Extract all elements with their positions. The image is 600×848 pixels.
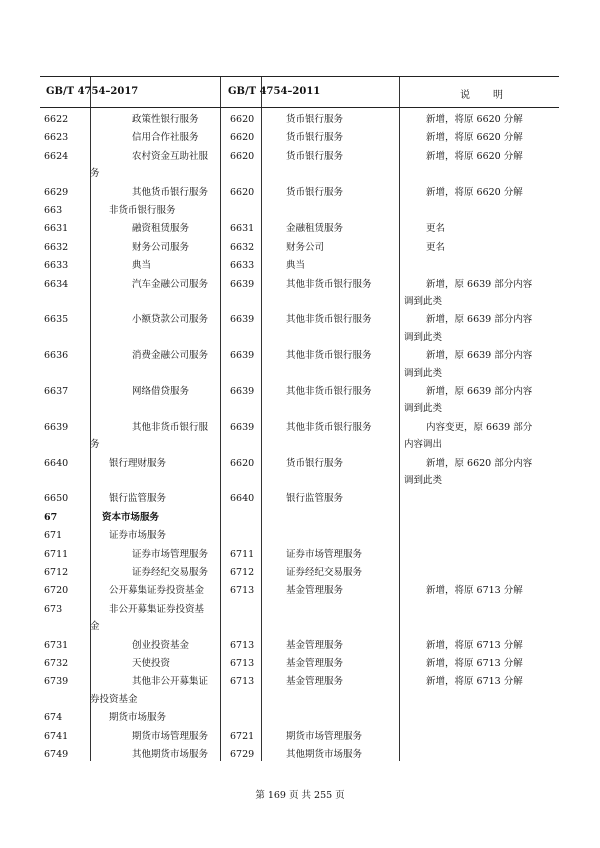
row-code-2011: 6639: [230, 386, 255, 397]
header-gb2017: GB/T 4754–2017: [46, 86, 139, 97]
row-code-2011: 6631: [230, 223, 255, 235]
row-name-2011: 其他非货币银行服务: [286, 421, 372, 433]
row-name-2017: 证券经纪交易服务: [132, 567, 209, 578]
row-name-2017: 期货市场管理服务: [132, 730, 209, 742]
row-code-2017: 6639: [44, 421, 69, 433]
row-note: 新增，将原 6620 分解: [426, 114, 523, 125]
table-row: [40, 564, 559, 581]
row-name-2017: 证券市场管理服务: [132, 548, 209, 560]
row-code-2011: 6639: [230, 314, 255, 326]
row-code-2011: 6713: [230, 676, 255, 688]
row-name-2017: 小额贷款公司服务: [132, 314, 209, 326]
row-code-2011: 6620: [230, 150, 255, 162]
row-code-2011: 6729: [230, 749, 255, 760]
row-code-2017: 6650: [44, 493, 69, 505]
row-note: 新增，原 6639 部分内容: [426, 314, 533, 326]
table-row: [40, 257, 559, 274]
row-note-cont: 调到此类: [404, 474, 443, 486]
table-row: [40, 673, 559, 708]
row-name-2017: 天使投资: [132, 658, 171, 669]
row-name-2011: 货币银行服务: [286, 132, 344, 144]
table-row: [40, 546, 559, 563]
row-note: 内容变更，原 6639 部分: [426, 421, 533, 433]
row-note: 新增，将原 6713 分解: [426, 658, 523, 669]
row-code-2011: 6712: [230, 567, 255, 578]
table-row: [40, 111, 559, 128]
row-code-2017: 6631: [44, 223, 69, 235]
row-name-2017: 汽车金融公司服务: [132, 278, 209, 290]
row-name-2017: 其他货币银行服务: [132, 186, 209, 198]
table-row: [40, 527, 559, 544]
row-code-2017: 6622: [44, 114, 69, 125]
row-name-2011: 其他期货市场服务: [286, 749, 363, 760]
row-code-2011: 6620: [230, 186, 255, 198]
row-name-2017: 资本市场服务: [102, 511, 160, 523]
row-note: 新增，原 6639 部分内容: [426, 278, 533, 290]
row-code-2017: 6637: [44, 386, 69, 397]
row-code-2017: 6636: [44, 350, 69, 362]
table-row: [40, 582, 559, 599]
row-code-2011: 6633: [230, 260, 255, 272]
row-code-2017: 6624: [44, 150, 69, 162]
row-code-2011: 6620: [230, 114, 255, 125]
row-name-2011: 期货市场管理服务: [286, 730, 363, 742]
row-name-2011: 其他非货币银行服务: [286, 278, 372, 290]
row-name-2017: 创业投资基金: [132, 639, 190, 651]
row-code-2011: 6639: [230, 421, 255, 433]
row-note: 新增，将原 6620 分解: [426, 132, 523, 144]
row-note-cont: 调到此类: [404, 403, 443, 415]
row-name-2011: 基金管理服务: [286, 658, 344, 669]
row-code-2017: 663: [44, 205, 63, 216]
table-row: [40, 220, 559, 237]
row-note-cont: 调到此类: [404, 295, 443, 307]
table-row: [40, 509, 559, 526]
row-name-2017: 融资租赁服务: [132, 223, 190, 235]
table-row: [40, 637, 559, 654]
row-name-2011: 货币银行服务: [286, 114, 344, 125]
row-name-2011: 基金管理服务: [286, 585, 344, 597]
row-code-2011: 6620: [230, 457, 255, 469]
row-code-2017: 6720: [44, 585, 69, 597]
row-name-2011: 基金管理服务: [286, 639, 344, 651]
table-row: [40, 655, 559, 672]
row-name-2017: 其他非货币银行服: [132, 421, 209, 433]
row-code-2011: 6639: [230, 350, 255, 362]
row-note: 更名: [426, 241, 446, 253]
row-name-2017-cont: 券投资基金: [90, 693, 138, 705]
table-row: [40, 709, 559, 726]
row-code-2011: 6713: [230, 639, 255, 651]
row-code-2017: 6749: [44, 749, 69, 760]
table-row: [40, 728, 559, 745]
row-name-2017: 农村资金互助社服: [132, 150, 209, 162]
row-name-2011: 其他非货币银行服务: [286, 386, 372, 397]
row-name-2011: 货币银行服务: [286, 150, 344, 162]
table-row: [40, 490, 559, 507]
row-code-2017: 6731: [44, 639, 69, 651]
row-name-2017-cont: 金: [90, 621, 100, 633]
row-name-2017: 网络借贷服务: [132, 386, 190, 397]
row-name-2017: 财务公司服务: [132, 241, 190, 253]
row-code-2011: 6640: [230, 493, 255, 505]
row-note-cont: 调到此类: [404, 331, 443, 343]
row-note: 新增，原 6639 部分内容: [426, 386, 533, 397]
table-row: [40, 383, 559, 418]
table-header: [40, 77, 559, 108]
row-name-2017-cont: 务: [90, 168, 100, 180]
table-row: [40, 311, 559, 346]
row-name-2011: 其他非货币银行服务: [286, 350, 372, 362]
table-row: [40, 202, 559, 219]
row-code-2017: 6741: [44, 730, 69, 742]
row-name-2011: 货币银行服务: [286, 457, 344, 469]
row-note: 新增，将原 6713 分解: [426, 676, 523, 688]
row-code-2017: 6635: [44, 314, 69, 326]
row-name-2017: 公开募集证券投资基金: [109, 585, 205, 597]
table-row: [40, 746, 559, 763]
classification-table: [40, 76, 559, 761]
row-name-2017-cont: 务: [90, 439, 100, 451]
row-name-2011: 证券经纪交易服务: [286, 567, 363, 578]
row-name-2017: 其他非公开募集证: [132, 676, 209, 688]
row-code-2017: 6629: [44, 186, 69, 198]
row-code-2017: 6633: [44, 260, 69, 272]
table-row: [40, 184, 559, 201]
row-code-2017: 6634: [44, 278, 69, 290]
row-name-2011: 典当: [286, 260, 306, 272]
row-code-2017: 6712: [44, 567, 69, 578]
row-name-2017: 政策性银行服务: [132, 114, 199, 125]
row-name-2017: 非货币银行服务: [109, 205, 176, 216]
table-row: [40, 276, 559, 311]
table-row: [40, 148, 559, 183]
row-name-2017: 非公开募集证券投资基: [109, 603, 205, 615]
row-note: 新增，将原 6713 分解: [426, 585, 523, 597]
row-name-2017: 银行监管服务: [109, 493, 167, 505]
row-code-2017: 6632: [44, 241, 69, 253]
row-code-2017: 67: [44, 511, 58, 523]
row-code-2017: 6711: [44, 548, 69, 560]
row-name-2017: 信用合作社服务: [132, 132, 199, 144]
row-code-2011: 6711: [230, 548, 255, 560]
table-row: [40, 129, 559, 146]
row-name-2011: 基金管理服务: [286, 676, 344, 688]
row-name-2011: 银行监管服务: [286, 493, 344, 505]
row-note: 新增，将原 6620 分解: [426, 150, 523, 162]
row-name-2011: 金融租赁服务: [286, 223, 344, 235]
row-code-2017: 671: [44, 530, 63, 542]
header-note: 说 明: [460, 90, 504, 101]
row-note: 新增，将原 6620 分解: [426, 186, 523, 198]
table-row: [40, 347, 559, 382]
page-footer: 第 169 页 共 255 页: [255, 790, 345, 801]
table-row: [40, 601, 559, 636]
row-note: 新增，将原 6713 分解: [426, 639, 523, 651]
row-name-2017: 典当: [132, 260, 152, 272]
row-code-2011: 6713: [230, 658, 255, 669]
row-name-2017: 证券市场服务: [109, 530, 167, 542]
table-row: [40, 419, 559, 454]
row-code-2011: 6721: [230, 730, 255, 742]
row-name-2017: 消费金融公司服务: [132, 350, 209, 362]
row-note: 新增，原 6639 部分内容: [426, 350, 533, 362]
row-code-2017: 674: [44, 712, 63, 724]
row-code-2011: 6713: [230, 585, 255, 597]
table-row: [40, 455, 559, 490]
row-name-2011: 货币银行服务: [286, 186, 344, 198]
row-code-2017: 6623: [44, 132, 69, 144]
row-note: 更名: [426, 223, 446, 235]
row-code-2017: 673: [44, 603, 63, 615]
row-note-cont: 调到此类: [404, 367, 443, 379]
row-name-2017: 期货市场服务: [109, 712, 167, 724]
row-note: 新增，原 6620 部分内容: [426, 457, 533, 469]
row-code-2017: 6732: [44, 658, 69, 669]
row-name-2017: 其他期货市场服务: [132, 749, 209, 760]
row-code-2017: 6739: [44, 676, 69, 688]
row-name-2017: 银行理财服务: [109, 457, 167, 469]
row-name-2011: 财务公司: [286, 241, 325, 253]
row-code-2017: 6640: [44, 457, 69, 469]
row-code-2011: 6632: [230, 241, 255, 253]
row-name-2011: 证券市场管理服务: [286, 548, 363, 560]
table-row: [40, 239, 559, 256]
row-code-2011: 6639: [230, 278, 255, 290]
row-name-2011: 其他非货币银行服务: [286, 314, 372, 326]
row-note-cont: 内容调出: [404, 439, 443, 451]
header-gb2011: GB/T 4754–2011: [228, 86, 321, 97]
row-code-2011: 6620: [230, 132, 255, 144]
